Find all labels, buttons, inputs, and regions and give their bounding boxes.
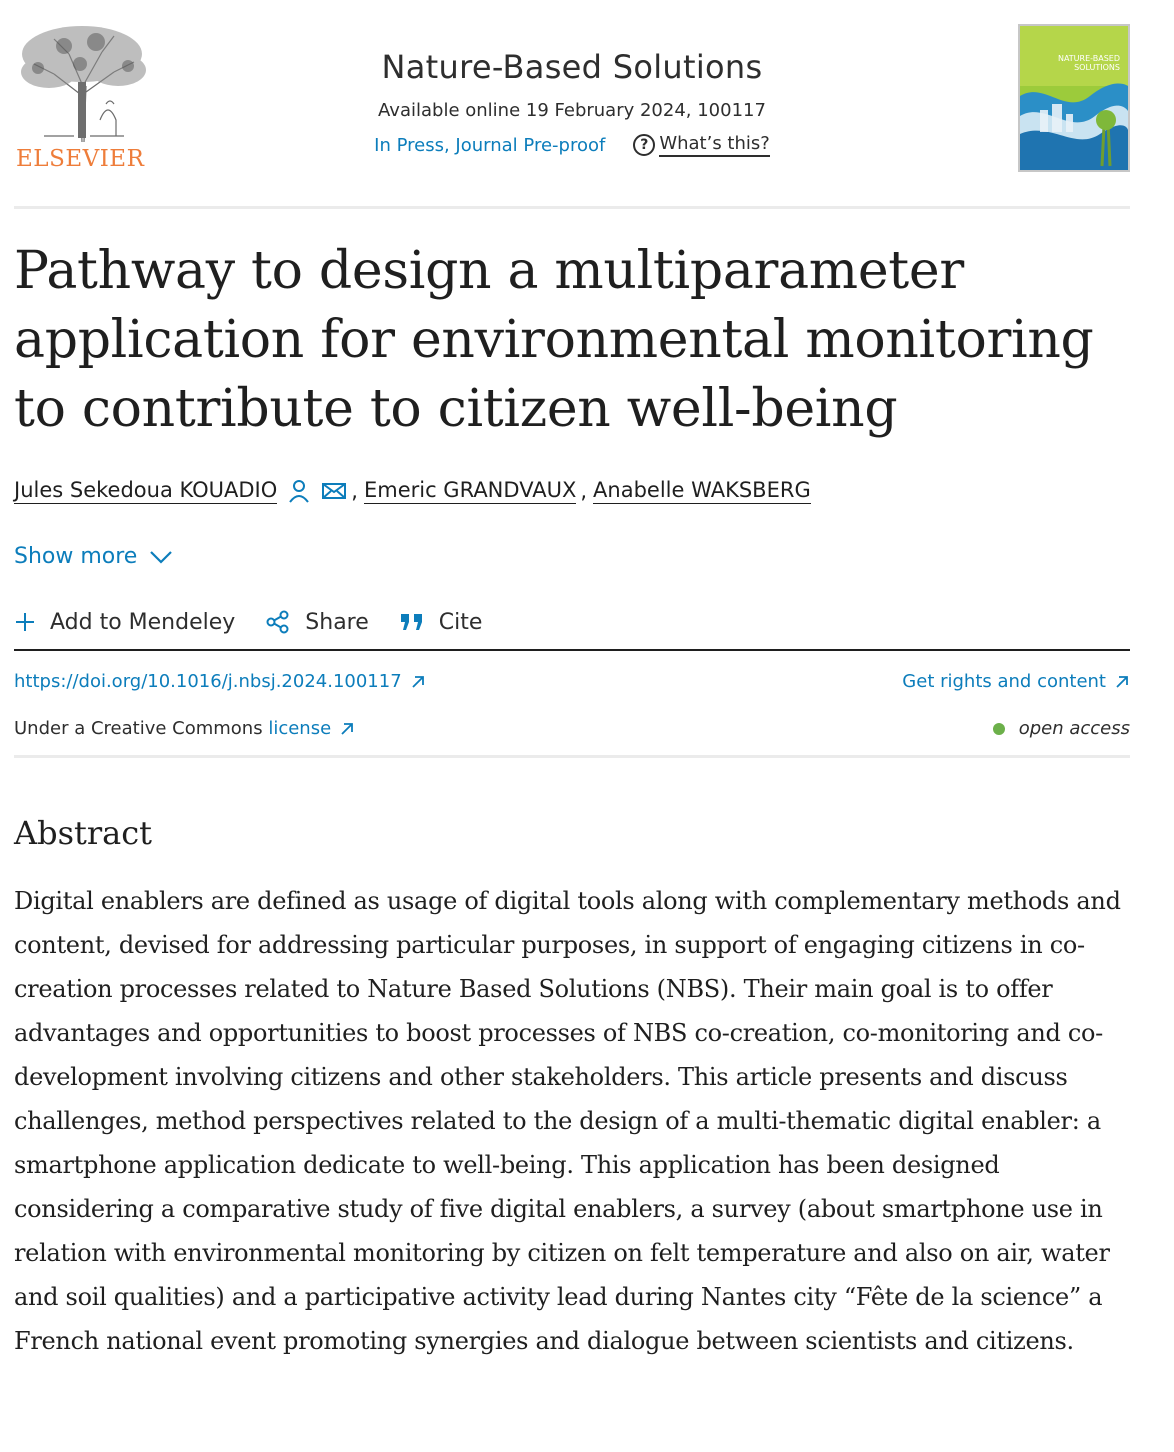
show-more-label: Show more: [14, 544, 138, 569]
share-icon: [265, 609, 291, 635]
author-link[interactable]: Emeric GRANDVAUX: [363, 478, 577, 502]
open-access-badge: [993, 718, 1130, 739]
open-access-dot-icon: [993, 723, 1005, 735]
cover-title: NATURE-BASED SOLUTIONS: [1057, 54, 1120, 72]
doi-link[interactable]: [14, 671, 426, 692]
elsevier-wordmark: ELSEVIER: [16, 146, 145, 172]
person-icon[interactable]: [287, 478, 311, 504]
article-actions: [14, 609, 1130, 651]
external-link-icon: [410, 674, 426, 690]
license-link-text: license: [268, 718, 332, 739]
license-row: [14, 718, 1130, 758]
doi-text: https://doi.org/10.1016/j.nbsj.2024.100117: [14, 671, 402, 692]
author-link[interactable]: Anabelle WAKSBERG: [593, 478, 811, 502]
add-to-mendeley-button[interactable]: [14, 610, 235, 635]
author-separator: ,: [351, 479, 358, 503]
envelope-icon[interactable]: [321, 481, 347, 501]
journal-title[interactable]: Nature-Based Solutions: [381, 48, 763, 86]
article-title: Pathway to design a multiparameter application for environmental monitoring to contribute to citizen well-being: [14, 241, 1094, 439]
cover-illustration: [1020, 26, 1128, 170]
header: [14, 0, 1130, 209]
mendeley-label: Add to Mendeley: [50, 609, 236, 635]
rights-link[interactable]: [902, 671, 1130, 692]
rights-text: Get rights and content: [902, 671, 1106, 692]
license-prefix: Under a Creative Commons: [14, 718, 263, 739]
in-press-status[interactable]: In Press, Journal Pre-proof: [374, 134, 606, 156]
plus-icon: [14, 611, 36, 633]
doi-row: [14, 671, 1130, 692]
whats-this-link[interactable]: What’s this?: [659, 133, 770, 157]
external-link-icon: [1114, 674, 1130, 690]
open-access-label: open access: [1018, 718, 1130, 739]
license-link[interactable]: [268, 718, 355, 739]
author-list: [14, 478, 1130, 504]
journal-cover[interactable]: [1018, 24, 1130, 172]
abstract-heading: Abstract: [14, 814, 153, 852]
abstract-text: Digital enablers are defined as usage of digital tools along with complementary methods and content, devised for addressing particular purposes, in support of engaging citizens in co-creation processes related to Nature Based Solutions (NBS). Their main goal is to offer advantages and opportunities to boost processes of NBS co-creation, co-monitoring and co-development involving citizens and other stakeholders. This article presents and discuss challenges, method perspectives related to the design of a multi-thematic digital enabler: a smartphone application dedicate to well-being. This application has been designed considering a comparative study of five digital enablers, a survey (about smartphone use in relation with environmental monitoring by citizen on felt temperature and also on air, water and soil qualities) and a participative activity lead during Nantes city “Fête de la science” a French national event promoting synergies and dialogue between scientists and citizens.: [14, 886, 1121, 1355]
cite-label: Cite: [438, 609, 483, 635]
author-link[interactable]: Jules Sekedoua KOUADIO: [14, 478, 278, 502]
status-line: [14, 133, 1130, 157]
author-separator: ,: [580, 479, 588, 503]
cite-button[interactable]: [399, 610, 483, 635]
question-circle-icon[interactable]: ?: [633, 134, 655, 156]
license-info: [14, 718, 355, 739]
external-link-icon: [339, 721, 355, 737]
journal-info: [14, 48, 1130, 157]
share-button[interactable]: [265, 609, 369, 635]
chevron-down-icon: [149, 550, 173, 564]
quote-icon: [399, 612, 425, 632]
availability-line: Available online 19 February 2024, 100117: [378, 100, 766, 121]
share-label: Share: [305, 609, 369, 635]
show-more-button[interactable]: [14, 544, 1130, 569]
